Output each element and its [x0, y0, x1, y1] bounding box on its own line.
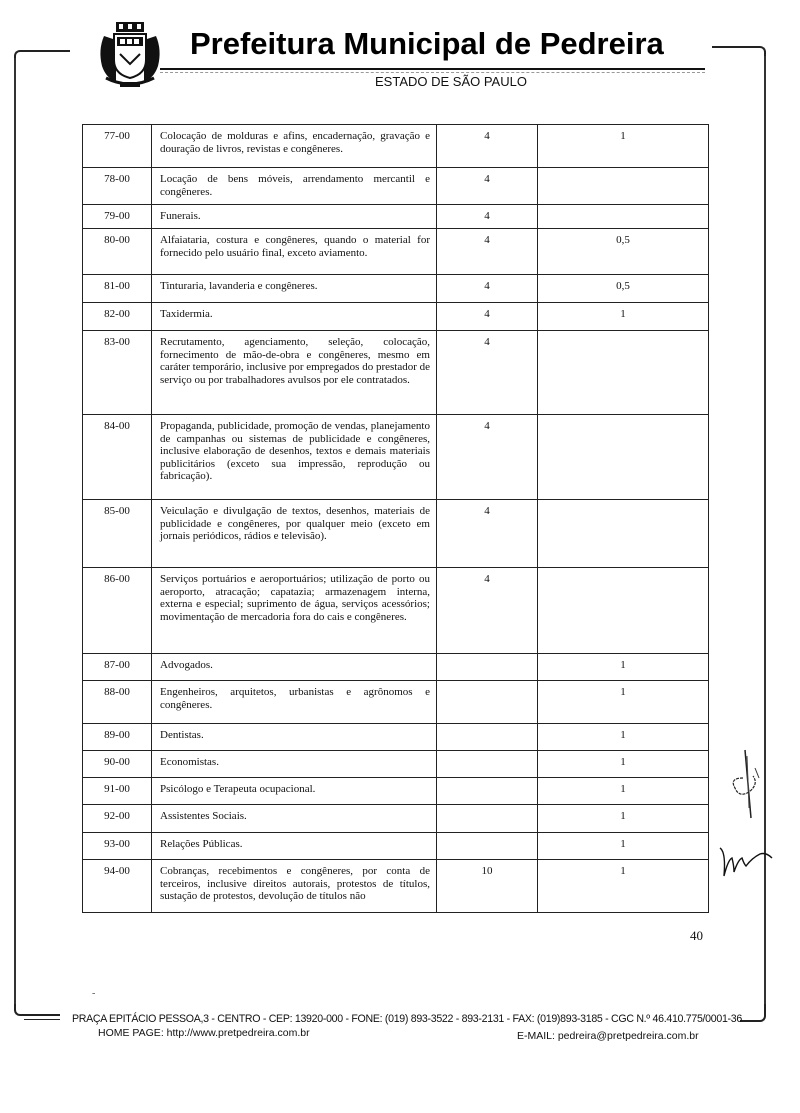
row-code: 79-00	[83, 205, 152, 229]
row-value-2	[538, 331, 709, 415]
row-description: Assistentes Sociais.	[152, 805, 437, 833]
row-description: Recrutamento, agenciamento, seleção, colocação, fornecimento de mão-de-obra e congêneres, mesmo em caráter temporário, inclusive por empregados do prestador de serviço ou por trabalhadores avulsos por ele contratados.	[152, 331, 437, 415]
row-code: 93-00	[83, 833, 152, 860]
table-row	[83, 500, 709, 568]
page-subtitle: ESTADO DE SÃO PAULO	[375, 74, 527, 89]
row-value-2: 0,5	[538, 275, 709, 303]
row-description: Economistas.	[152, 751, 437, 778]
signature-icon	[718, 842, 778, 882]
page-number: 40	[690, 928, 703, 943]
row-value-1	[437, 681, 538, 724]
row-value-2	[538, 168, 709, 205]
row-code: 87-00	[83, 654, 152, 681]
row-code: 78-00	[83, 168, 152, 205]
row-value-1: 4	[437, 205, 538, 229]
row-code: 89-00	[83, 724, 152, 751]
table-row	[83, 229, 709, 275]
row-value-2: 1	[538, 724, 709, 751]
row-value-1: 4	[437, 500, 538, 568]
table-row	[83, 751, 709, 778]
row-value-1: 4	[437, 415, 538, 500]
row-code: 84-00	[83, 415, 152, 500]
table-row	[83, 681, 709, 724]
row-value-1: 4	[437, 168, 538, 205]
table-row	[83, 303, 709, 331]
row-value-1	[437, 654, 538, 681]
row-value-1	[437, 833, 538, 860]
row-description: Alfaiataria, costura e congêneres, quando o material for fornecido pelo usuário final, exceto aviamento.	[152, 229, 437, 275]
table-row	[83, 724, 709, 751]
row-description: Cobranças, recebimentos e congêneres, por conta de terceiros, inclusive direitos autorais, protestos de títulos, sustação de protestos, devolução de títulos não	[152, 860, 437, 913]
footer-home-page-link[interactable]: HOME PAGE: http://www.pretpedreira.com.br	[98, 1027, 310, 1039]
table-row	[83, 833, 709, 860]
coat-of-arms-icon	[96, 20, 164, 90]
page-frame-corner-bottom-left	[14, 1004, 60, 1016]
row-description: Taxidermia.	[152, 303, 437, 331]
row-description: Colocação de molduras e afins, encadernação, gravação e douração de livros, revistas e congêneres.	[152, 125, 437, 168]
row-value-2	[538, 568, 709, 654]
table-row	[83, 168, 709, 205]
row-value-1: 4	[437, 229, 538, 275]
header-rule	[160, 68, 705, 70]
row-value-1	[437, 805, 538, 833]
row-value-2: 1	[538, 125, 709, 168]
row-value-2: 1	[538, 303, 709, 331]
row-value-1: 10	[437, 860, 538, 913]
footer-address: PRAÇA EPITÁCIO PESSOA,3 - CENTRO - CEP: 13920-000 - FONE: (019) 893-3522 - 893-2131 - FAX: (019)893-3185 - CGC N.º 46.410.775/0001-36	[72, 1013, 742, 1025]
table-row	[83, 205, 709, 229]
row-value-1	[437, 724, 538, 751]
row-value-1: 4	[437, 303, 538, 331]
row-value-2: 1	[538, 654, 709, 681]
row-code: 92-00	[83, 805, 152, 833]
table-row	[83, 860, 709, 913]
row-code: 91-00	[83, 778, 152, 805]
row-value-2: 1	[538, 681, 709, 724]
row-description: Psicólogo e Terapeuta ocupacional.	[152, 778, 437, 805]
row-value-1	[437, 778, 538, 805]
row-value-2	[538, 205, 709, 229]
row-code: 86-00	[83, 568, 152, 654]
service-tax-table	[82, 124, 709, 913]
row-description: Dentistas.	[152, 724, 437, 751]
row-code: 85-00	[83, 500, 152, 568]
table-row	[83, 654, 709, 681]
table-row	[83, 331, 709, 415]
row-value-1: 4	[437, 125, 538, 168]
table-row	[83, 275, 709, 303]
row-value-1: 4	[437, 275, 538, 303]
page-frame-corner-top-left	[14, 50, 70, 62]
scan-artifact: -	[92, 988, 96, 999]
row-value-2: 0,5	[538, 229, 709, 275]
row-code: 77-00	[83, 125, 152, 168]
row-description: Veiculação e divulgação de textos, desenhos, materiais de publicidade e congêneres, por qualquer meio (exceto em jornais periódicos, rádios e televisão).	[152, 500, 437, 568]
row-description: Engenheiros, arquitetos, urbanistas e agrônomos e congêneres.	[152, 681, 437, 724]
table-row	[83, 125, 709, 168]
row-code: 88-00	[83, 681, 152, 724]
page-title: Prefeitura Municipal de Pedreira	[190, 26, 664, 61]
signature-initials-icon	[725, 748, 765, 828]
table-row	[83, 415, 709, 500]
page-frame-corner-bottom-right	[740, 1004, 766, 1022]
row-description: Funerais.	[152, 205, 437, 229]
footer-email-link[interactable]: E-MAIL: pedreira@pretpedreira.com.br	[517, 1030, 699, 1042]
footer-rule-left	[24, 1019, 60, 1020]
row-description: Relações Públicas.	[152, 833, 437, 860]
row-code: 94-00	[83, 860, 152, 913]
page-frame-corner-top-right	[712, 46, 766, 60]
row-description: Tinturaria, lavanderia e congêneres.	[152, 275, 437, 303]
row-value-1	[437, 751, 538, 778]
row-value-1: 4	[437, 331, 538, 415]
row-description: Serviços portuários e aeroportuários; utilização de porto ou aeroporto, atracação; capatazia; armazenagem interna, externa e especial; suprimento de água, serviços acessórios; movimentação de mercadoria fora do cais e congêneres.	[152, 568, 437, 654]
row-value-2: 1	[538, 860, 709, 913]
row-value-2: 1	[538, 751, 709, 778]
row-value-2: 1	[538, 778, 709, 805]
table-row	[83, 778, 709, 805]
row-description: Advogados.	[152, 654, 437, 681]
header-rule-secondary	[160, 72, 705, 73]
row-value-2	[538, 415, 709, 500]
table-row	[83, 805, 709, 833]
row-code: 83-00	[83, 331, 152, 415]
row-code: 81-00	[83, 275, 152, 303]
table-row	[83, 568, 709, 654]
row-value-2: 1	[538, 833, 709, 860]
page-frame-left	[14, 58, 16, 1006]
row-value-1: 4	[437, 568, 538, 654]
row-code: 90-00	[83, 751, 152, 778]
row-code: 82-00	[83, 303, 152, 331]
row-code: 80-00	[83, 229, 152, 275]
row-value-2	[538, 500, 709, 568]
row-description: Propaganda, publicidade, promoção de vendas, planejamento de campanhas ou sistemas de publicidade e congêneres, inclusive elaboração de desenhos, textos e demais materiais publicitários (exceto sua impressão, reprodução ou fabricação).	[152, 415, 437, 500]
row-description: Locação de bens móveis, arrendamento mercantil e congêneres.	[152, 168, 437, 205]
row-value-2: 1	[538, 805, 709, 833]
